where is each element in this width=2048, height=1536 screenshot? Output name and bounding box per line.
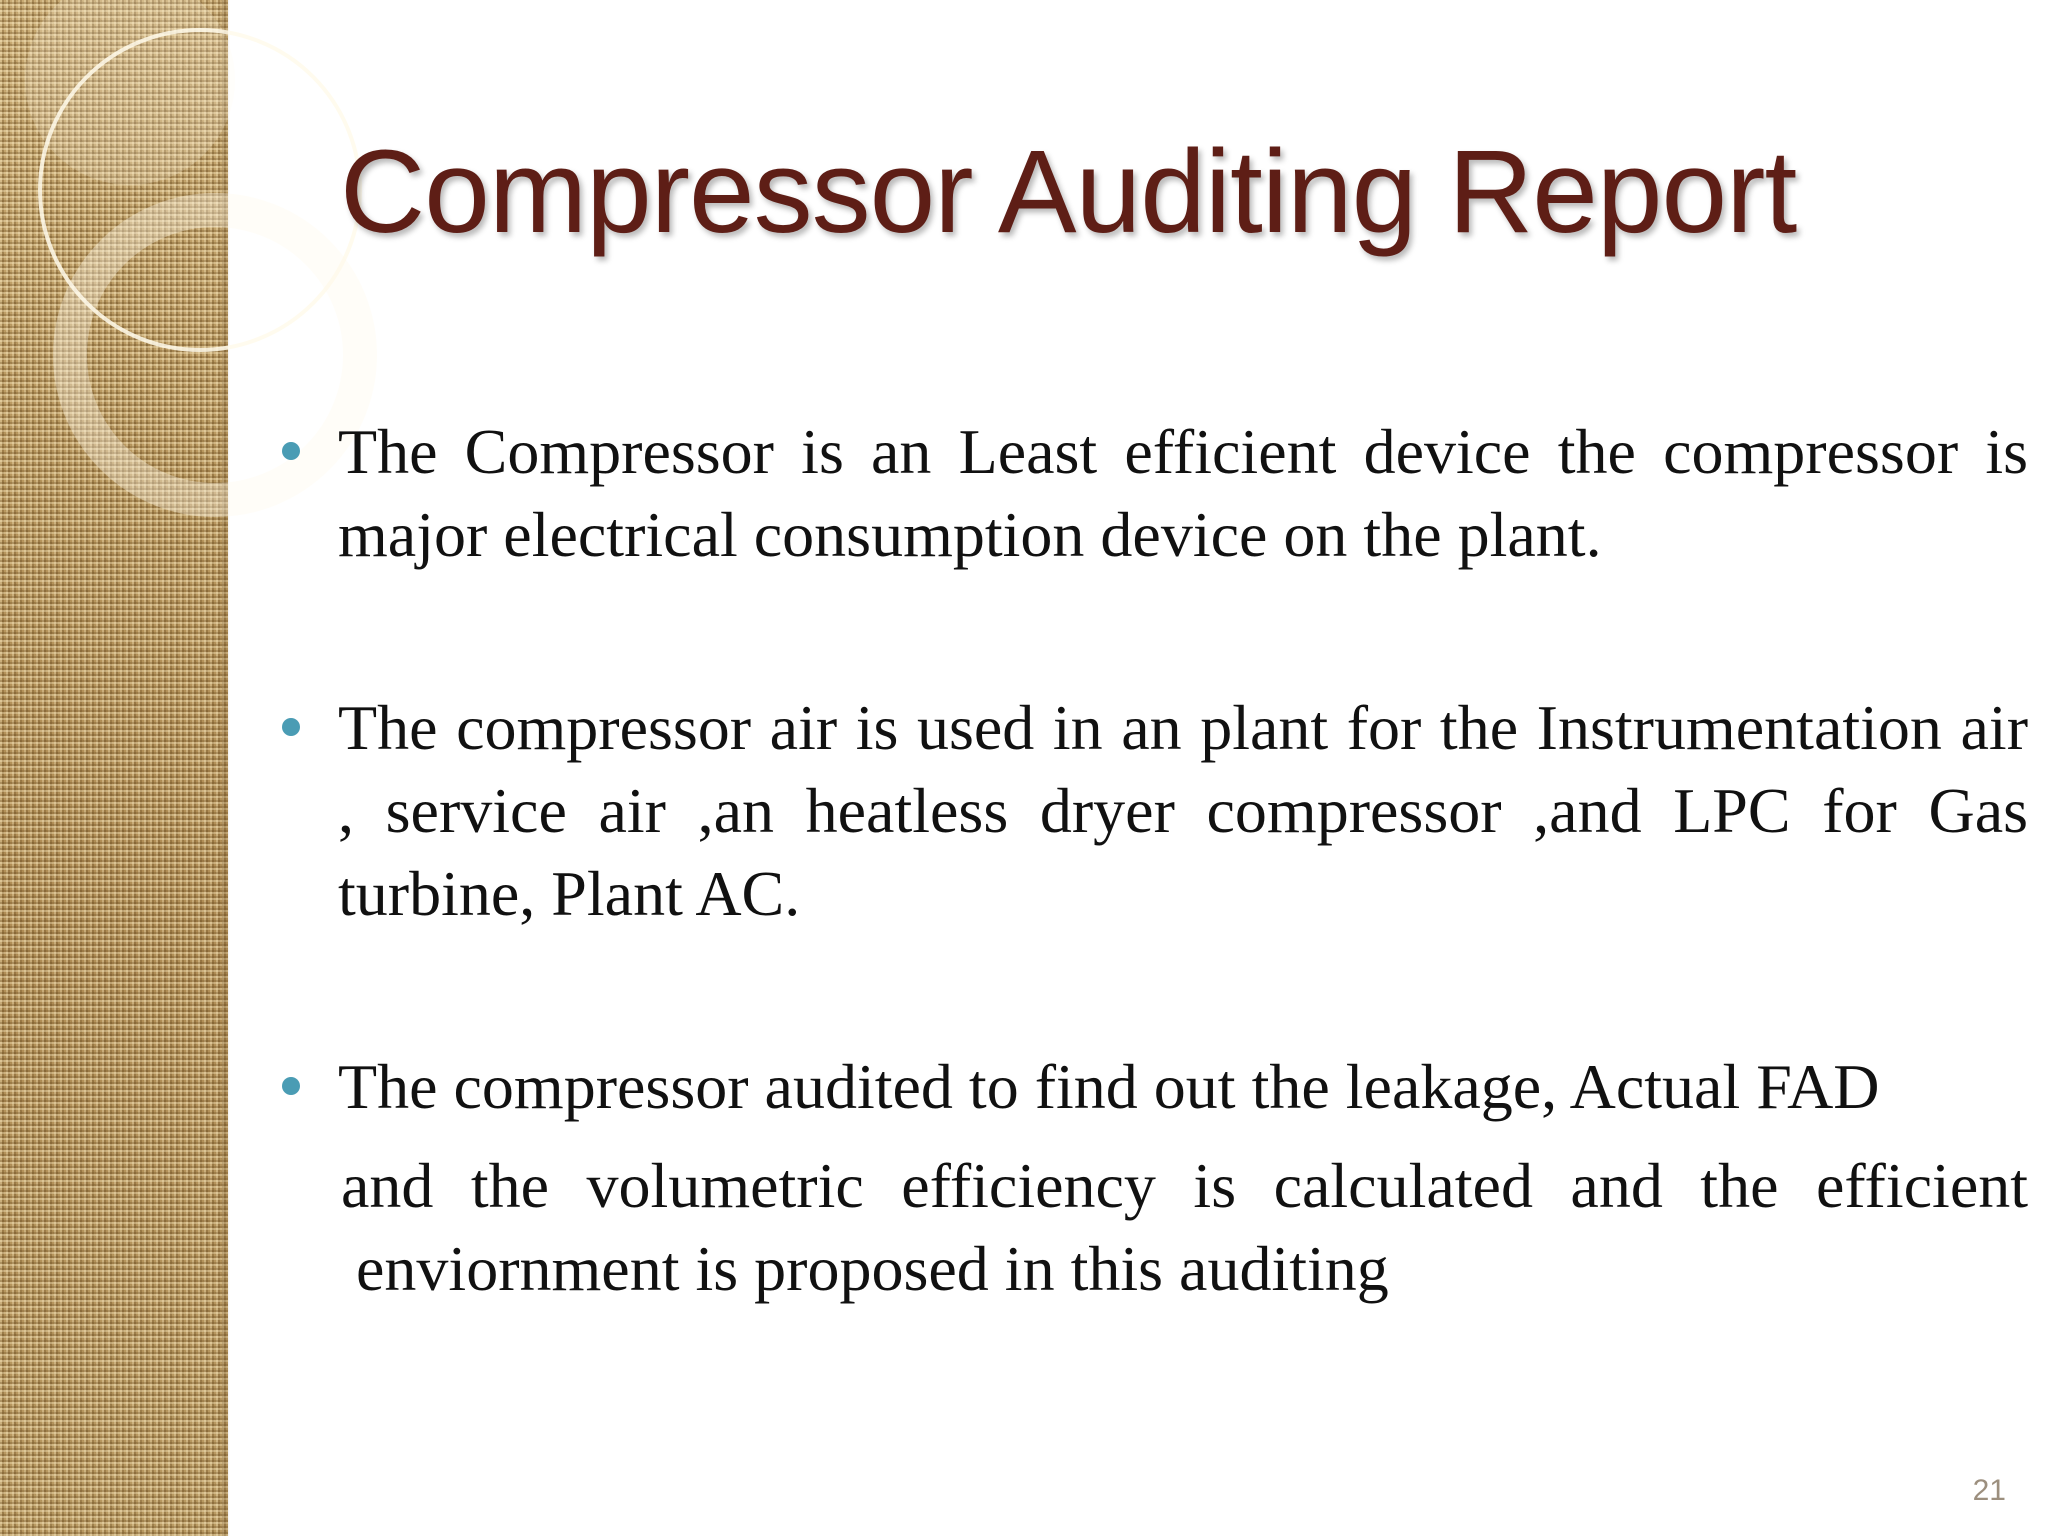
sidebar-edge-shadow — [222, 0, 230, 1536]
bullet-continuation: and the volumetric efficiency is calculated and the efficient — [341, 1150, 2028, 1221]
bullet-text: The Compressor is an Least efficient device the compressor is major electrical consumption device on the plant. — [338, 416, 2028, 570]
bullet-item — [276, 686, 2028, 935]
bullet-dot-icon — [282, 1077, 300, 1095]
burlap-sidebar — [0, 0, 228, 1536]
bullet-text: The compressor audited to find out the leakage, Actual FAD — [338, 1051, 1880, 1122]
bullet-item — [276, 1045, 2028, 1310]
bullet-dot-icon — [282, 718, 300, 736]
page-number: 21 — [1972, 1474, 2006, 1507]
bullet-item — [276, 410, 2028, 576]
bullet-continuation-last: enviornment is proposed in this auditing — [356, 1233, 1389, 1304]
slide-title: Compressor Auditing Report — [340, 126, 1797, 258]
bullet-list — [276, 410, 2028, 1310]
bullet-dot-icon — [282, 442, 300, 460]
bullet-text: The compressor air is used in an plant for the Instrumentation air , service air ,an heatless dryer compressor ,and LPC for Gas turbine, Plant AC. — [338, 692, 2028, 929]
